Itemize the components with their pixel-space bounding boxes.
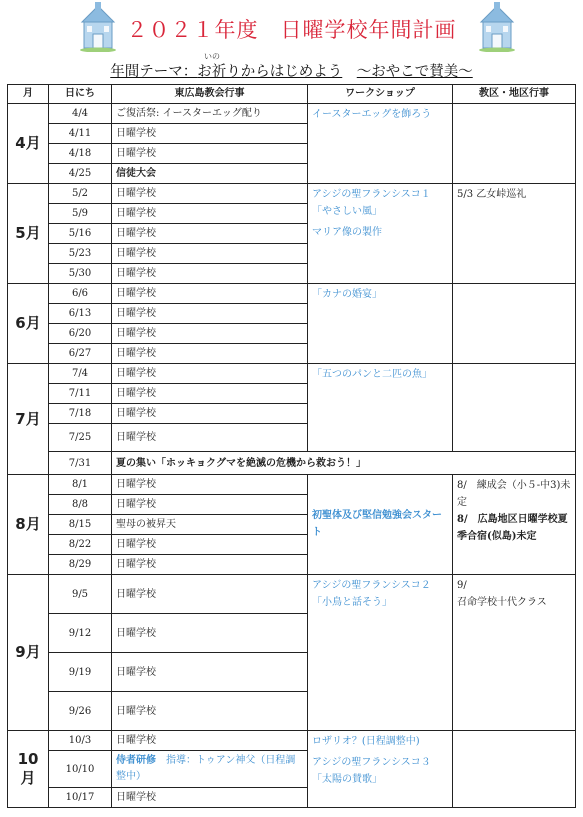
workshop-cell: イースターエッグを飾ろう	[308, 104, 453, 184]
area-cell	[453, 731, 576, 808]
event-cell: 日曜学校	[112, 364, 308, 384]
event-cell: 日曜学校	[112, 614, 308, 653]
date-cell: 4/11	[49, 124, 112, 144]
event-cell: 日曜学校	[112, 204, 308, 224]
month-cell: 5月	[8, 184, 49, 284]
special-event-cell: 夏の集い「ホッキョクグマを絶滅の危機から救おう！」	[112, 452, 576, 475]
event-cell: 日曜学校	[112, 731, 308, 751]
event-cell: 日曜学校	[112, 653, 308, 692]
date-cell: 8/8	[49, 495, 112, 515]
col-header-workshop: ワークショップ	[308, 85, 453, 104]
date-cell: 5/23	[49, 244, 112, 264]
date-cell: 5/30	[49, 264, 112, 284]
date-cell: 5/2	[49, 184, 112, 204]
date-cell: 10/3	[49, 731, 112, 751]
col-header-month: 月	[8, 85, 49, 104]
month-cell: 7月	[8, 364, 49, 475]
date-cell: 6/27	[49, 344, 112, 364]
table-row-special	[8, 452, 576, 475]
area-cell	[453, 284, 576, 364]
area-cell	[453, 364, 576, 452]
event-cell: 日曜学校	[112, 224, 308, 244]
month-cell: 9月	[8, 575, 49, 731]
table-row	[8, 364, 576, 384]
event-cell: 日曜学校	[112, 555, 308, 575]
area-cell: 9/ 召命学校十代クラス	[453, 575, 576, 731]
event-cell: 日曜学校	[112, 244, 308, 264]
month-cell: 4月	[8, 104, 49, 184]
date-cell: 5/16	[49, 224, 112, 244]
workshop-cell: ロザリオ？(日程調整中) アシジの聖フランシスコ３「太陽の賛歌」	[308, 731, 453, 808]
table-row	[8, 104, 576, 124]
date-cell: 7/11	[49, 384, 112, 404]
event-cell: 日曜学校	[112, 575, 308, 614]
theme-prefix: 年間テーマ：	[110, 64, 198, 80]
page-title: ２０２１年度 日曜学校年間計画	[126, 18, 457, 42]
event-cell: ご復活祭: イースターエッグ配り	[112, 104, 308, 124]
date-cell: 6/13	[49, 304, 112, 324]
table-row	[8, 731, 576, 751]
col-header-date: 日にち	[49, 85, 112, 104]
table-header-row	[8, 85, 576, 104]
date-cell: 4/25	[49, 164, 112, 184]
workshop-cell: 「五つのパンと二匹の魚」	[308, 364, 453, 452]
date-cell: 4/4	[49, 104, 112, 124]
date-cell: 7/4	[49, 364, 112, 384]
workshop-cell: アシジの聖フランシスコ１「やさしい風」 マリア像の製作	[308, 184, 453, 284]
month-cell: 10月	[8, 731, 49, 808]
date-cell: 8/1	[49, 475, 112, 495]
month-cell: 8月	[8, 475, 49, 575]
event-cell: 日曜学校	[112, 124, 308, 144]
date-cell: 9/5	[49, 575, 112, 614]
event-cell: 日曜学校	[112, 404, 308, 424]
event-cell: 日曜学校	[112, 692, 308, 731]
event-cell: 日曜学校	[112, 475, 308, 495]
theme-line	[0, 60, 583, 81]
month-cell: 6月	[8, 284, 49, 364]
event-cell: 日曜学校	[112, 788, 308, 808]
event-cell: 日曜学校	[112, 424, 308, 452]
event-cell: 日曜学校	[112, 144, 308, 164]
event-cell: 日曜学校	[112, 495, 308, 515]
col-header-area-event: 教区・地区行事	[453, 85, 576, 104]
theme-main: お祈りからはじめよう	[197, 64, 343, 80]
col-header-church-event: 東広島教会行事	[112, 85, 308, 104]
event-cell: 日曜学校	[112, 264, 308, 284]
date-cell: 4/18	[49, 144, 112, 164]
theme-suffix: 〜おやこで賛美〜	[356, 64, 473, 80]
area-cell: 5/3 乙女峠巡礼	[453, 184, 576, 284]
date-cell: 9/19	[49, 653, 112, 692]
date-cell: 8/15	[49, 515, 112, 535]
event-cell: 信徒大会	[112, 164, 308, 184]
workshop-cell: 初聖体及び堅信勉強会スタート	[308, 475, 453, 575]
event-cell: 日曜学校	[112, 344, 308, 364]
date-cell: 6/20	[49, 324, 112, 344]
date-cell: 7/18	[49, 404, 112, 424]
event-cell: 日曜学校	[112, 284, 308, 304]
event-cell: 日曜学校	[112, 304, 308, 324]
date-cell: 8/22	[49, 535, 112, 555]
event-cell: 日曜学校	[112, 324, 308, 344]
workshop-cell: 「カナの婚宴」	[308, 284, 453, 364]
event-cell: 日曜学校	[112, 535, 308, 555]
table-row	[8, 184, 576, 204]
date-cell: 10/10	[49, 751, 112, 788]
event-cell: 日曜学校	[112, 184, 308, 204]
date-cell: 8/29	[49, 555, 112, 575]
area-cell	[453, 104, 576, 184]
schedule-table	[7, 84, 576, 808]
date-cell: 9/12	[49, 614, 112, 653]
date-cell: 5/9	[49, 204, 112, 224]
event-cell: 日曜学校	[112, 384, 308, 404]
workshop-cell: アシジの聖フランシスコ２「小鳥と話そう」	[308, 575, 453, 731]
area-cell: 8/ 練成会（小５‐中3)未定 8/ 広島地区日曜学校夏季合宿(似島)未定	[453, 475, 576, 575]
event-cell: 侍者研修 指導：トゥアン神父（日程調整中）	[112, 751, 308, 788]
event-cell: 聖母の被昇天	[112, 515, 308, 535]
date-cell: 9/26	[49, 692, 112, 731]
date-cell: 7/31	[49, 452, 112, 475]
theme-ruby: いの	[204, 52, 220, 61]
date-cell: 7/25	[49, 424, 112, 452]
date-cell: 10/17	[49, 788, 112, 808]
table-row	[8, 575, 576, 614]
table-row	[8, 475, 576, 495]
date-cell: 6/6	[49, 284, 112, 304]
table-row	[8, 284, 576, 304]
